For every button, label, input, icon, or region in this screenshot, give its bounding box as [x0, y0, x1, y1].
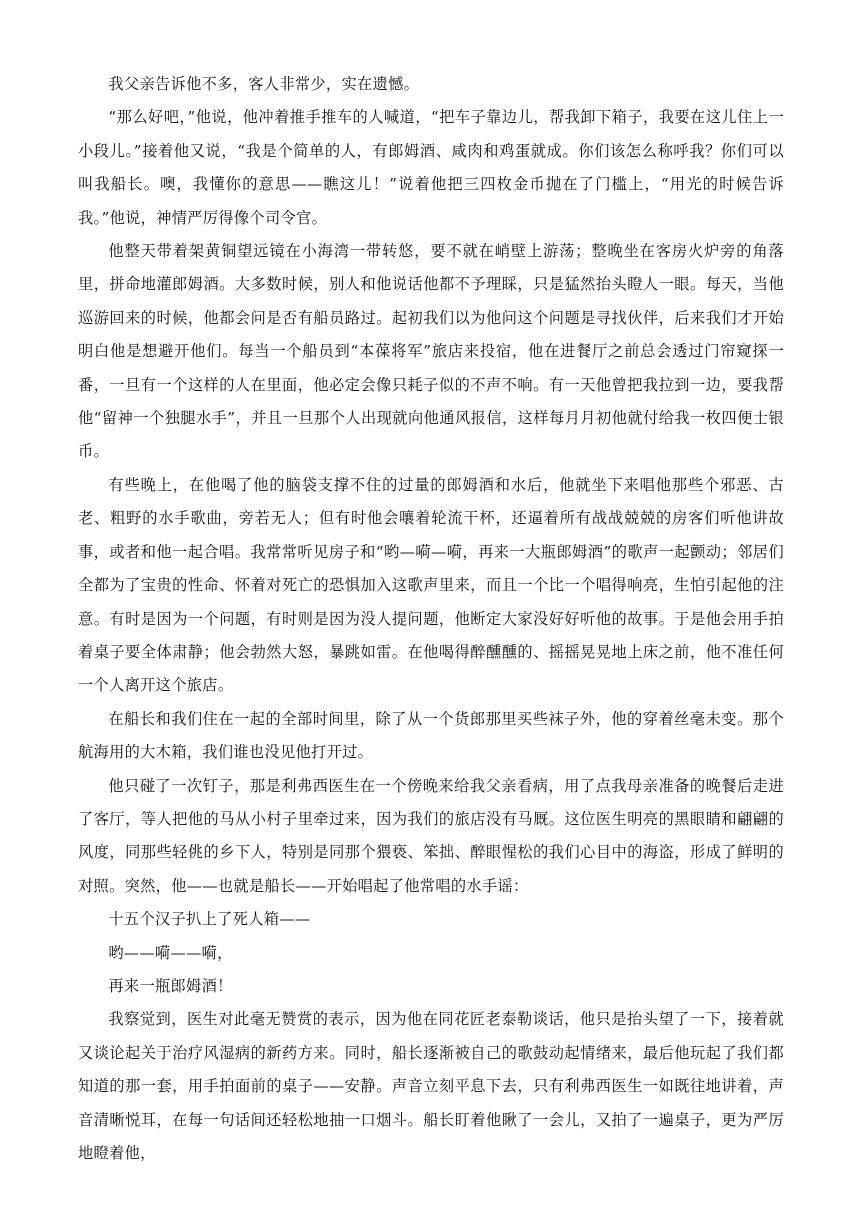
- song-line-2: 哟——嗬——嗬，: [108, 943, 233, 962]
- paragraph-5: 在船长和我们住在一起的全部时间里，除了从一个货郎那里买些袜子外，他的穿着丝毫未变。那个航海用的大木箱，我们谁也没见他打开过。: [78, 709, 784, 762]
- song-line-3: 再来一瓶郎姆酒！: [108, 976, 233, 995]
- song-line-1: 十五个汉子扒上了死人箱——: [108, 910, 311, 929]
- paragraph-2: “那么好吧，”他说，他冲着推手推车的人喊道，“把车子靠边儿，帮我卸下箱子，我要在这儿住上一小段儿。”接着他又说，“我是个简单的人，有郎姆酒、咸肉和鸡蛋就成。你们该怎么称呼我？你们可以叫我船长。噢，我懂你的意思——瞧这儿！”说着他把三四枚金币抛在了门槛上，“用光的时候告诉我。”他说，神情严厉得像个司令官。: [78, 108, 784, 227]
- paragraph-1: 我父亲告诉他不多，客人非常少，实在遗憾。: [108, 75, 420, 93]
- paragraph-3: 他整天带着架黄铜望远镜在小海湾一带转悠，要不就在峭壁上游荡；整晚坐在客房火炉旁的角落里，拼命地灌郎姆酒。大多数时候，别人和他说话他都不予理睬，只是猛然抬头瞪人一眼。每天，当他巡游回来的时候，他都会问是否有船员路过。起初我们以为他问这个问题是寻找伙伴，后来我们才开始明白他是想避开他们。每当一个船员到“本葆将军”旅店来投宿，他在进餐厅之前总会透过门帘窥探一番，一旦有一个这样的人在里面，他必定会像只耗子似的不声不响。有一天他曾把我拉到一边，要我帮他“留神一个独腿水手”，并且一旦那个人出现就向他通风报信，这样每月月初他就付给我一枚四便士银币。: [78, 242, 784, 461]
- paragraph-4: 有些晚上，在他喝了他的脑袋支撑不住的过量的郎姆酒和水后，他就坐下来唱他那些个邪恶、古老、粗野的水手歌曲，旁若无人；但有时他会嚷着轮流干杯，还逼着所有战战兢兢的房客们听他讲故事，或者和他一起合唱。我常常听见房子和“哟—嗬—嗬，再来一大瓶郎姆酒”的歌声一起颤动；邻居们全都为了宝贵的性命、怀着对死亡的恐惧加入这歌声里来，而且一个比一个唱得响亮，生怕引起他的注意。有时是因为一个问题，有时则是因为没人提问题，他断定大家没好好听他的故事。于是他会用手拍着桌子要全体肃静；他会勃然大怒，暴跳如雷。在他喝得醉醺醺的、摇摇晃晃地上床之前，他不准任何一个人离开这个旅店。: [78, 475, 784, 695]
- paragraph-6: 他只碰了一次钉子，那是利弗西医生在一个傍晚来给我父亲看病，用了点我母亲准备的晚餐后走进了客厅，等人把他的马从小村子里牵过来，因为我们的旅店没有马厩。这位医生明亮的黑眼睛和翩翩的风度，同那些轻佻的乡下人，特别是同那个猥亵、笨拙、醉眼惺松的我们心目中的海盗，形成了鲜明的对照。突然，他——也就是船长——开始唱起了他常唱的水手谣：: [78, 776, 784, 895]
- paragraph-7: 我察觉到，医生对此毫无赞赏的表示，因为他在同花匠老泰勒谈话，他只是抬头望了一下，接着就又谈论起关于治疗风湿病的新药方来。同时，船长逐渐被自己的歌鼓动起情绪来，最后他玩起了我们都知道的那一套，用手拍面前的桌子——安静。声音立刻平息下去，只有利弗西医生一如既往地讲着，声音清晰悦耳，在每一句话间还轻松地抽一口烟斗。船长盯着他瞅了一会儿，又拍了一遍桌子，更为严厉地瞪着他，: [78, 1010, 784, 1162]
- document-page: [78, 68, 784, 1170]
